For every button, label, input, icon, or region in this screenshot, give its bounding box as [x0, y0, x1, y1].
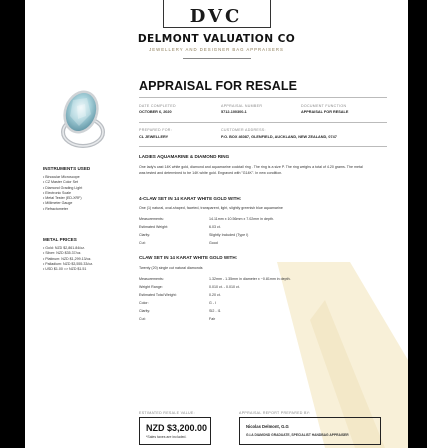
- spec-key: Clarity:: [139, 309, 151, 313]
- spec-value: Fair: [209, 317, 216, 321]
- metal-prices-list: [43, 246, 93, 272]
- date-value: OCTOBER 6, 2020: [139, 110, 172, 114]
- spec-key: Estimated Total Weight:: [139, 293, 177, 297]
- prepared-for-value: CL JEWELLERY: [139, 135, 169, 139]
- divider: [139, 122, 387, 123]
- spec-key: Measurements:: [139, 217, 164, 221]
- ring-image: [51, 86, 111, 152]
- prepared-for-label: PREPARED FOR:: [139, 128, 172, 132]
- customer-address-value: P.O. BOX 46087, GLENFIELD, AUCKLAND, NEW ZEALAND, 0747: [221, 135, 337, 139]
- list-item: • Millimeter Gauge: [43, 201, 73, 206]
- company-tagline: JEWELLERY AND DESIGNER BAG APPRAISERS: [149, 47, 284, 52]
- document-function-value: APPRAISAL FOR RESALE: [301, 110, 349, 114]
- instruments-heading: INSTRUMENTS USED: [43, 166, 91, 171]
- side-stones-summary: Twenty (20) single cut natural diamonds: [139, 266, 203, 270]
- document-function-label: DOCUMENT FUNCTION: [301, 104, 347, 108]
- spec-key: Estimated Weight:: [139, 225, 169, 229]
- spec-value: 0.010 ct. - 0.010 ct.: [209, 285, 240, 289]
- page-title: APPRAISAL FOR RESALE: [139, 79, 298, 93]
- list-item: • Platinum: NZD $1,299.13/oz.: [43, 256, 92, 261]
- list-item: • Metal Tester (ED-XRF): [43, 196, 82, 201]
- item-description: One lady's cast 14K white gold, diamond and aquamarine cocktail ring . The ring is a size P. The ring weighs a total of 4.20 grams. The metal was tested and determined to be 14K white gold. Engraved with "G14K". In new condition.: [139, 165, 363, 176]
- customer-address-label: CUSTOMER ADDRESS:: [221, 128, 266, 132]
- side-stones-heading: CLAW SET IN 14 KARAT WHITE GOLD WITH:: [139, 255, 238, 260]
- resale-value-label: ESTIMATED RESALE VALUE:: [139, 411, 195, 415]
- list-item: • Gold: NZD $2,861.84/oz.: [43, 246, 86, 250]
- spec-key: Clarity:: [139, 233, 151, 237]
- appraiser-box: [239, 417, 381, 445]
- list-item: • Silver: NZD $35.37/oz.: [43, 251, 82, 256]
- date-label: DATE COMPLETED: [139, 104, 176, 108]
- spec-value: Good: [209, 241, 218, 245]
- spec-value: 6.03 ct.: [209, 225, 221, 229]
- spec-key: Measurements:: [139, 277, 164, 281]
- list-item: • Binocular Microscope: [43, 175, 80, 179]
- list-item: • Refractometer: [43, 206, 69, 211]
- appraiser-name: Nicolas Delmont, G.G: [246, 424, 289, 429]
- metal-prices-heading: METAL PRICES: [43, 237, 77, 242]
- spec-key: Color:: [139, 301, 149, 305]
- list-item: • Palladium: NZD $3,555.33/oz.: [43, 261, 94, 266]
- logo-divider: [183, 58, 251, 59]
- resale-value: NZD $3,200.00: [146, 423, 208, 433]
- spec-value: 14.11mm x 10.56mm x 7.02mm in depth.: [209, 217, 275, 221]
- list-item: • Electronic Scale: [43, 190, 72, 195]
- divider: [139, 97, 387, 98]
- logo-mark: DVC: [189, 6, 243, 27]
- instruments-list: [43, 175, 82, 212]
- center-stone-heading: 4-CLAW SET IN 14 KARAT WHITE GOLD WITH:: [139, 196, 242, 201]
- appraisal-number-label: APPRAISAL NUMBER: [221, 104, 263, 108]
- spec-value: SI2 - I1: [209, 309, 221, 313]
- watermark-logo: [25, 0, 408, 448]
- spec-value: 1.32mm - 1.35mm in diameter x ~0.81mm in depth.: [209, 277, 291, 281]
- center-stone-summary: One (1) natural, oval-shaped, faceted, transparent, light, slightly greenish blue aquamarine: [139, 206, 283, 210]
- item-heading: LADIES AQUAMARINE & DIAMOND RING: [139, 154, 230, 159]
- tax-note: *Sales taxes are included.: [146, 435, 187, 439]
- spec-key: Cut:: [139, 241, 146, 245]
- appraiser-title: G.I.A DIAMOND GRADUATE, SPECIALIST HANDBAG APPRAISER: [246, 433, 349, 437]
- list-item: • Diamond Grading Light: [43, 185, 83, 190]
- prepared-by-label: APPRAISAL REPORT PREPARED BY:: [239, 411, 311, 415]
- company-name: DELMONT VALUATION CO: [137, 33, 296, 45]
- list-item: • USD $1.00 => NZD $1.51: [43, 267, 87, 272]
- spec-key: Weight Range:: [139, 285, 163, 289]
- spec-value: 0.20 ct.: [209, 293, 221, 297]
- appraisal-document: [25, 0, 408, 448]
- divider: [139, 146, 387, 147]
- spec-value: G - I: [209, 301, 216, 305]
- spec-value: Slightly Included (Type I): [209, 233, 249, 237]
- spec-key: Cut:: [139, 317, 146, 321]
- appraisal-number-value: 5712-100300-1: [221, 110, 247, 114]
- list-item: • CZ Master Color Set: [43, 180, 79, 185]
